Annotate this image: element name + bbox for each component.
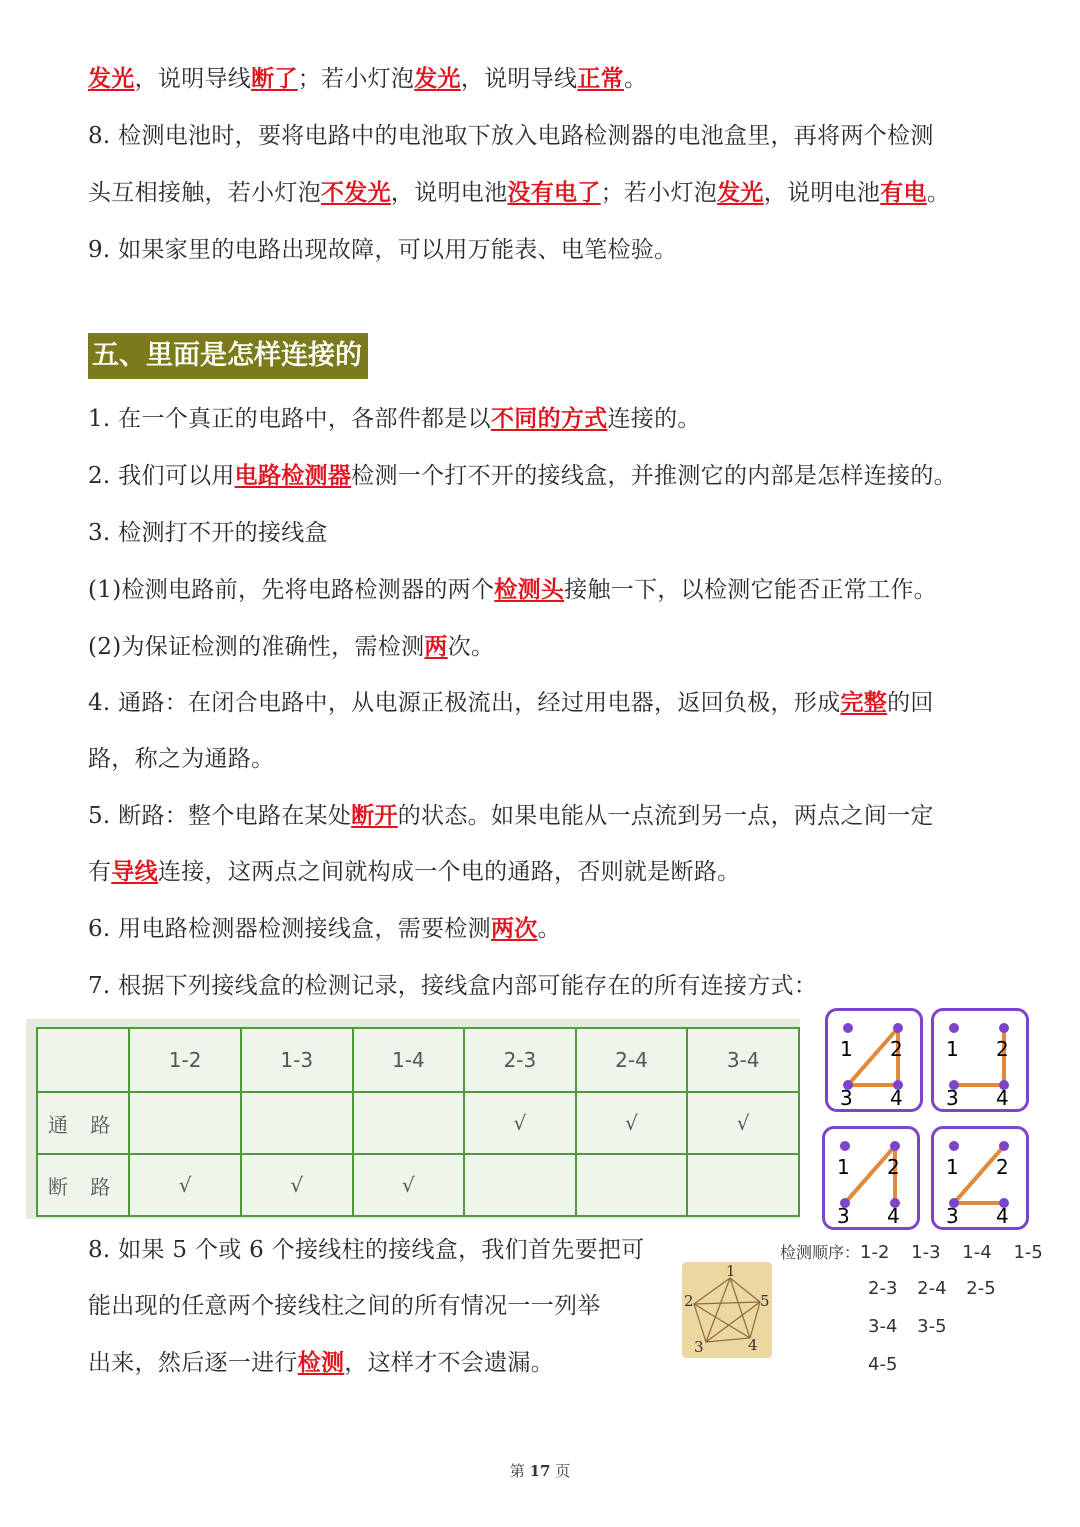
detection-record-table	[26, 1019, 800, 1219]
item-5b	[88, 857, 740, 887]
highlight-word: 正常	[577, 65, 624, 92]
table-cell: √	[241, 1154, 353, 1216]
pin-label: 3	[946, 1204, 959, 1227]
pin-label: 4	[887, 1204, 900, 1227]
text-span: 出来，然后逐一进行	[88, 1350, 298, 1376]
text-span: 接触一下，以检测它能否正常工作。	[564, 577, 937, 603]
pin-label: 1	[946, 1155, 959, 1179]
pin-label: 1	[837, 1155, 850, 1179]
table-cell	[687, 1154, 799, 1216]
text-span: 的回	[887, 690, 934, 716]
table-header: 3-4	[687, 1028, 799, 1092]
table-cell	[129, 1092, 241, 1154]
item-4b: 路，称之为通路。	[88, 746, 275, 772]
detection-order-row-2	[868, 1278, 996, 1299]
detection-order-row-3	[868, 1316, 947, 1337]
pin-label: 3	[946, 1086, 959, 1109]
pin-label: 1	[726, 1262, 736, 1280]
table-header: 2-4	[576, 1028, 688, 1092]
connection-diagram-4	[931, 1126, 1029, 1230]
order-pair: 2-4	[917, 1278, 947, 1299]
highlight-word: 两	[424, 633, 448, 660]
pin-label: 2	[996, 1155, 1009, 1179]
pin-label: 3	[837, 1204, 850, 1227]
text-span: ；若小灯泡	[600, 180, 718, 206]
text-span: (2)为保证检测的准确性，需检测	[88, 634, 425, 660]
pin-label: 2	[887, 1155, 900, 1179]
section-heading: 五、里面是怎样连接的	[88, 333, 368, 379]
highlight-word: 断了	[251, 65, 298, 92]
diagram-drawing	[934, 1011, 1026, 1109]
highlight-word: 不同的方式	[490, 405, 608, 432]
table-corner	[37, 1028, 129, 1092]
highlight-word: 完整	[840, 689, 888, 716]
item-8a: 8. 如果 5 个或 6 个接线柱的接线盒，我们首先要把可	[88, 1237, 645, 1263]
text-span: 4. 通路：在闭合电路中，从电源正极流出，经过用电器，返回负极，形成	[88, 690, 841, 716]
text-span: 次。	[447, 634, 495, 660]
text-span: 。	[623, 66, 648, 92]
table-cell	[576, 1154, 688, 1216]
item-6	[88, 914, 561, 944]
table-row	[37, 1154, 799, 1216]
highlight-word: 检测头	[494, 576, 565, 603]
order-pair: 2-5	[966, 1278, 996, 1299]
row-label: 断 路	[37, 1154, 129, 1216]
text-span: 的状态。如果电能从一点流到另一点，两点之间一定	[397, 803, 934, 829]
row-label: 通 路	[37, 1092, 129, 1154]
text-span: ，这样才不会遗漏。	[344, 1350, 555, 1376]
order-pair: 3-5	[917, 1316, 947, 1337]
table-cell	[464, 1154, 576, 1216]
highlight-word: 检测	[297, 1349, 345, 1376]
highlight-word: 断开	[351, 802, 398, 829]
text-span: 2. 我们可以用	[88, 463, 235, 489]
order-pair: 2-3	[868, 1278, 898, 1299]
pin-label: 4	[890, 1086, 903, 1109]
text-span: 连接，这两点之间就构成一个电的通路，否则就是断路。	[157, 859, 741, 885]
table-cell: √	[353, 1154, 465, 1216]
pin-label: 2	[890, 1037, 903, 1061]
text-span: 。	[537, 916, 561, 942]
table-cell: √	[464, 1092, 576, 1154]
text-line-1	[88, 64, 647, 94]
order-pair: 1-3	[911, 1242, 941, 1263]
table-cell	[353, 1092, 465, 1154]
table-header: 1-2	[129, 1028, 241, 1092]
pin-label: 2	[684, 1292, 694, 1310]
pin-label: 5	[760, 1292, 770, 1310]
highlight-word: 发光	[88, 65, 135, 92]
diagram-drawing	[828, 1011, 920, 1109]
pin-label: 2	[996, 1037, 1009, 1061]
highlight-word: 导线	[111, 858, 158, 885]
item-1	[88, 404, 701, 434]
text-span: 6. 用电路检测器检测接线盒，需要检测	[88, 916, 491, 942]
text-span: 。	[926, 180, 951, 206]
highlight-word: 有电	[880, 179, 927, 206]
item-2	[88, 461, 957, 491]
page-number	[0, 1460, 1080, 1481]
item-3b	[88, 632, 494, 662]
text-line-2: 8. 检测电池时，要将电路中的电池取下放入电路检测器的电池盒里，再将两个检测	[88, 123, 934, 149]
text-span: 检测一个打不开的接线盒，并推测它的内部是怎样连接的。	[351, 463, 957, 489]
highlight-word: 发光	[414, 65, 461, 92]
text-span: 1. 在一个真正的电路中，各部件都是以	[88, 406, 491, 432]
order-pair: 1-4	[962, 1242, 992, 1263]
highlight-word: 不发光	[321, 179, 391, 206]
table-row	[37, 1092, 799, 1154]
text-span: 头互相接触，若小灯泡	[88, 180, 321, 206]
highlight-word: 两次	[490, 915, 538, 942]
text-span: ，说明导线	[460, 66, 578, 92]
order-pair: 1-5	[1013, 1242, 1043, 1263]
item-4a	[88, 688, 934, 718]
diagram-drawing	[934, 1129, 1026, 1227]
item-3: 3. 检测打不开的接线盒	[88, 520, 328, 546]
table-cell	[241, 1092, 353, 1154]
item-5a	[88, 801, 934, 831]
item-7: 7. 根据下列接线盒的检测记录，接线盒内部可能存在的所有连接方式：	[88, 973, 818, 999]
item-8c	[88, 1348, 554, 1378]
pin-label: 4	[996, 1086, 1009, 1109]
item-3a	[88, 575, 937, 605]
order-pair: 3-4	[868, 1316, 898, 1337]
highlight-word: 发光	[717, 179, 764, 206]
table-cell: √	[687, 1092, 799, 1154]
table-cell: √	[576, 1092, 688, 1154]
pentagon-drawing	[682, 1262, 772, 1358]
connection-diagram-2	[931, 1008, 1029, 1112]
text-span: 5. 断路：整个电路在某处	[88, 803, 352, 829]
pin-label: 3	[840, 1086, 853, 1109]
detection-order-row-4	[868, 1354, 897, 1375]
text-span: 连接的。	[607, 406, 701, 432]
connection-diagram-1	[825, 1008, 923, 1112]
pin-label: 4	[996, 1204, 1009, 1227]
table-header: 1-3	[241, 1028, 353, 1092]
record-grid	[36, 1027, 800, 1217]
page-number-value: 17	[529, 1462, 551, 1480]
pin-label: 3	[694, 1338, 704, 1356]
page-number-prefix: 第	[509, 1462, 525, 1480]
text-line-4: 9. 如果家里的电路出现故障，可以用万能表、电笔检验。	[88, 237, 678, 263]
text-span: ；若小灯泡	[297, 66, 415, 92]
order-pair: 4-5	[868, 1354, 898, 1375]
pin-label: 1	[840, 1037, 853, 1061]
text-span: ，说明电池	[763, 180, 881, 206]
table-header-row	[37, 1028, 799, 1092]
text-span: (1)检测电路前，先将电路检测器的两个	[88, 577, 495, 603]
table-cell: √	[129, 1154, 241, 1216]
connection-diagram-3	[822, 1126, 920, 1230]
detection-order-row-1	[780, 1240, 1043, 1263]
page-number-suffix: 页	[555, 1462, 571, 1480]
pin-label: 1	[946, 1037, 959, 1061]
pentagon-pin-photo	[682, 1262, 772, 1358]
order-pair: 1-2	[860, 1242, 890, 1263]
highlight-word: 没有电了	[507, 179, 601, 206]
diagram-drawing	[825, 1129, 917, 1227]
text-line-3	[88, 178, 950, 208]
text-span: ，说明电池	[390, 180, 508, 206]
pin-label: 4	[748, 1336, 758, 1354]
highlight-word: 电路检测器	[234, 462, 352, 489]
order-label: 检测顺序：	[780, 1243, 861, 1262]
table-header: 2-3	[464, 1028, 576, 1092]
table-header: 1-4	[353, 1028, 465, 1092]
item-8b: 能出现的任意两个接线柱之间的所有情况一一列举	[88, 1293, 601, 1319]
text-span: ，说明导线	[134, 66, 252, 92]
text-span: 有	[88, 859, 112, 885]
